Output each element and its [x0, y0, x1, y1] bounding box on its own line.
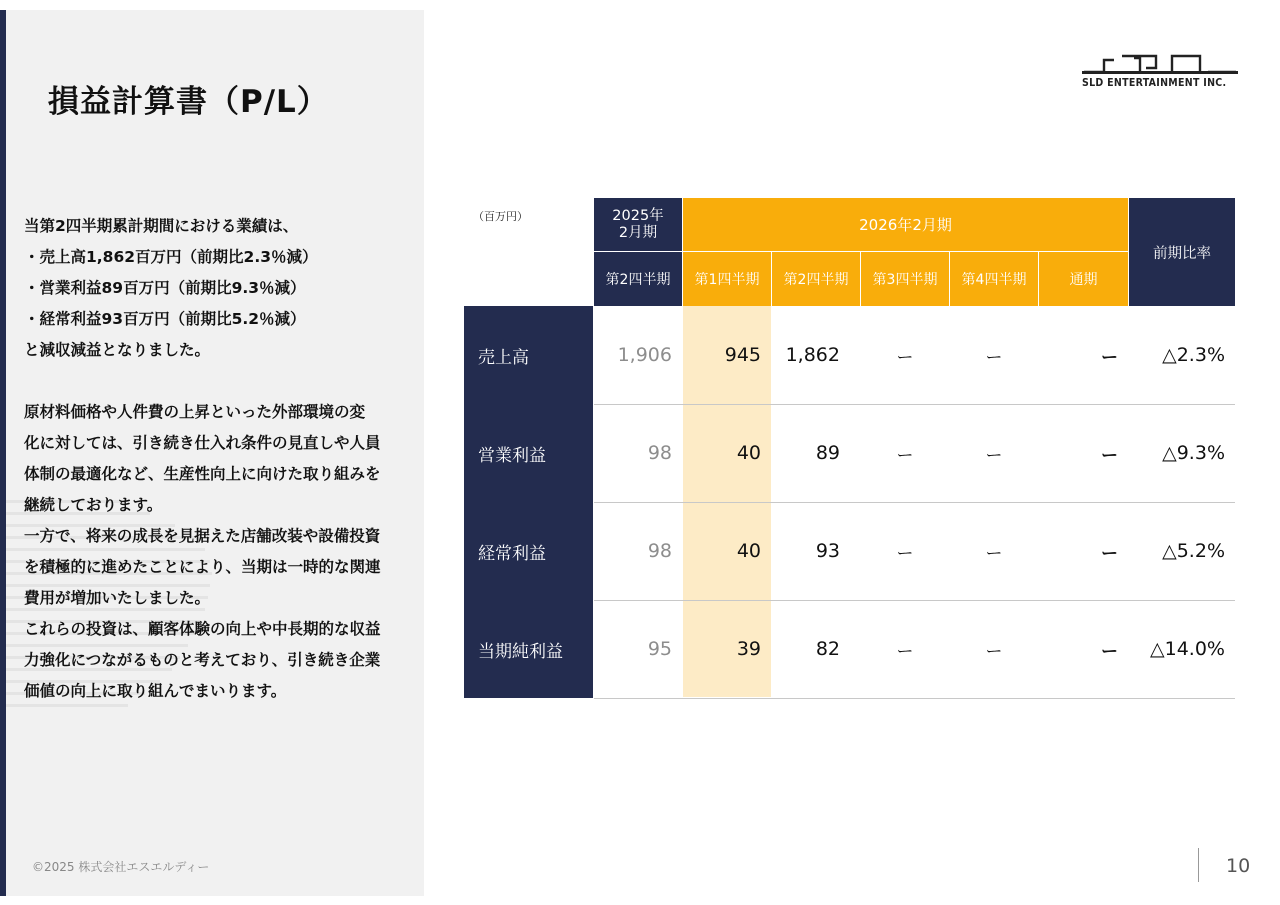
- summary-line: 力強化につながるものと考えており、引き続き企業: [24, 651, 381, 669]
- row-label: 経常利益: [464, 502, 593, 600]
- cell-q1: 40: [736, 540, 761, 562]
- row-label: 当期純利益: [464, 600, 593, 698]
- cell-q2: 1,862: [785, 344, 840, 366]
- cell-prev: 98: [647, 540, 672, 562]
- cell-ratio: △9.3%: [1162, 442, 1225, 464]
- header-q1: 第1四半期: [683, 252, 771, 306]
- cell-q3: ー: [896, 445, 914, 466]
- cell-ratio: △5.2%: [1162, 540, 1225, 562]
- cell-prev: 95: [647, 638, 672, 660]
- cell-q1: 39: [736, 638, 761, 660]
- row-label: 売上高: [464, 306, 593, 404]
- header-q3: 第3四半期: [861, 252, 949, 306]
- header-full-year: 通期: [1039, 252, 1128, 306]
- cell-q4: ー: [985, 543, 1003, 564]
- cell-ratio: △14.0%: [1150, 638, 1225, 660]
- cell-q3: ー: [896, 543, 914, 564]
- cell-fy: ー: [1101, 543, 1118, 564]
- accent-bar: [0, 10, 6, 896]
- cell-fy: ー: [1101, 641, 1118, 662]
- summary-line: を積極的に進めたことにより、当期は一時的な関連: [24, 558, 381, 576]
- summary-text: [24, 211, 416, 707]
- cell-q3: ー: [896, 347, 914, 368]
- page-divider: [1198, 848, 1199, 882]
- summary-line: これらの投資は、顧客体験の向上や中長期的な収益: [24, 620, 381, 638]
- summary-line: 一方で、将来の成長を見据えた店舗改装や設備投資: [24, 527, 381, 545]
- summary-line: ・経常利益93百万円（前期比5.2％減）: [24, 310, 306, 328]
- cell-q4: ー: [985, 445, 1003, 466]
- cell-q3: ー: [896, 641, 914, 662]
- summary-line: 価値の向上に取り組んでまいります。: [24, 682, 287, 700]
- cell-q2: 89: [815, 442, 840, 464]
- summary-line: 原材料価格や人件費の上昇といった外部環境の変: [24, 403, 366, 421]
- cell-q1: 40: [736, 442, 761, 464]
- page-number: 10: [1226, 855, 1251, 877]
- header-q4: 第4四半期: [950, 252, 1038, 306]
- cell-prev: 1,906: [617, 344, 672, 366]
- header-prev-quarter: 第2四半期: [594, 252, 682, 306]
- cell-ratio: △2.3%: [1162, 344, 1225, 366]
- summary-line: 当第2四半期累計期間における業績は、: [24, 217, 299, 235]
- summary-line: と減収減益となりました。: [24, 341, 211, 359]
- cell-q1: 945: [724, 344, 761, 366]
- logo-text: SLD ENTERTAINMENT INC.: [1082, 77, 1227, 89]
- cell-q4: ー: [985, 347, 1003, 368]
- summary-line: 化に対しては、引き続き仕入れ条件の見直しや人員: [24, 434, 381, 452]
- summary-line: ・営業利益89百万円（前期比9.3％減）: [24, 279, 306, 297]
- header-current-year: 2026年2月期: [683, 198, 1128, 251]
- unit-label: （百万円）: [473, 210, 528, 223]
- summary-line: 継続しております。: [24, 496, 163, 514]
- cell-q2: 93: [815, 540, 840, 562]
- summary-line: 体制の最適化など、生産性向上に向けた取り組みを: [24, 465, 381, 483]
- cell-q4: ー: [985, 641, 1003, 662]
- copyright: ©2025 株式会社エスエルディー: [32, 860, 210, 874]
- page-title: 損益計算書（P/L）: [48, 84, 329, 120]
- row-label: 営業利益: [464, 404, 593, 502]
- header-ratio: 前期比率: [1129, 198, 1235, 306]
- cell-q2: 82: [815, 638, 840, 660]
- cell-fy: ー: [1101, 347, 1118, 368]
- header-q2: 第2四半期: [772, 252, 860, 306]
- summary-line: 費用が増加いたしました。: [24, 589, 211, 607]
- summary-line: ・売上高1,862百万円（前期比2.3％減）: [24, 248, 318, 266]
- header-prev-year: 2025年 2月期: [594, 198, 682, 251]
- row-divider: [594, 698, 1235, 699]
- cell-prev: 98: [647, 442, 672, 464]
- cell-fy: ー: [1101, 445, 1118, 466]
